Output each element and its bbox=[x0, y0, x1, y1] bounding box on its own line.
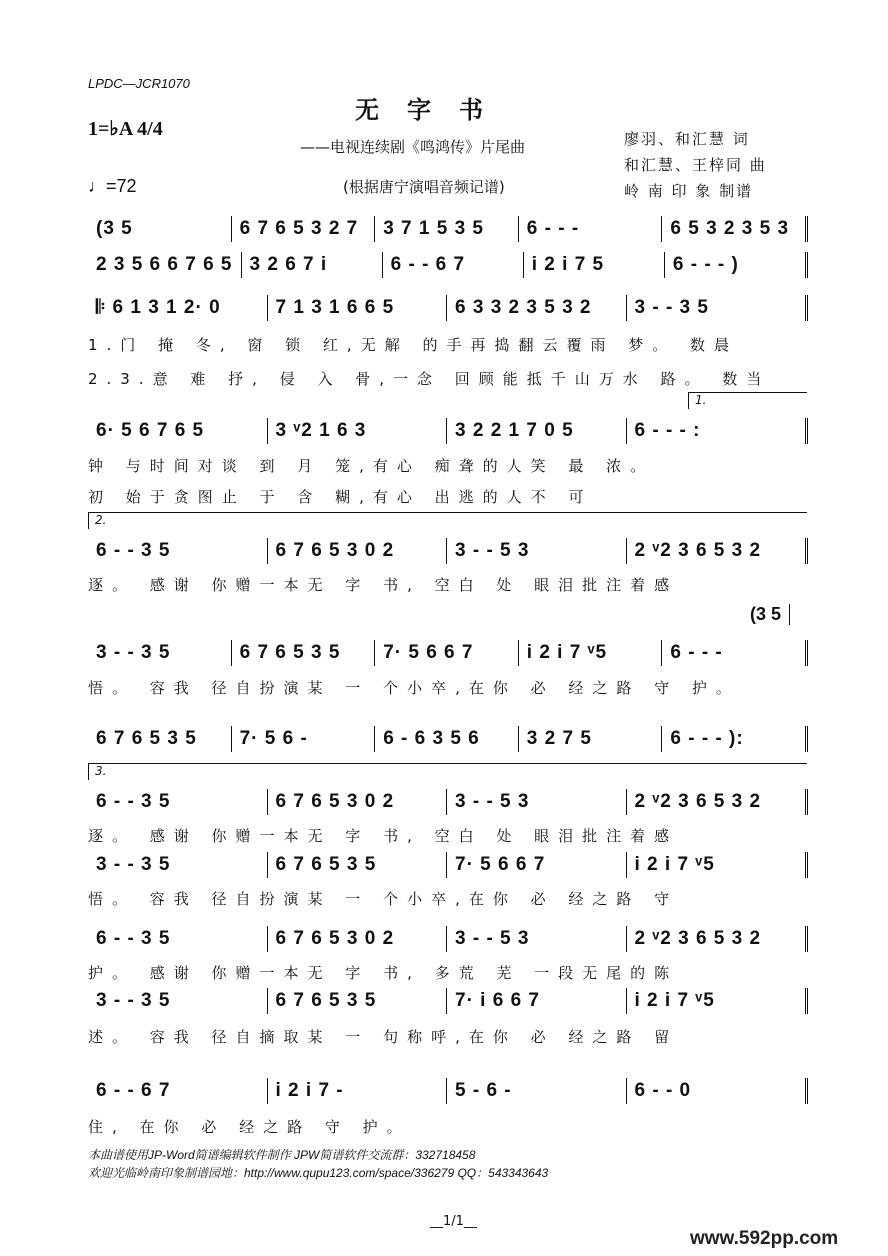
volta-bracket: 1. bbox=[688, 392, 807, 409]
measure: 2 ᵛ2 3 6 5 3 2 bbox=[627, 538, 809, 564]
measure: 6 3 3 2 3 5 3 2 bbox=[447, 295, 627, 321]
measure: 6 - - - ): bbox=[662, 726, 808, 752]
music-line bbox=[88, 295, 808, 321]
arranger: 岭 南 印 象 制谱 bbox=[624, 182, 754, 200]
measure: 3 - - 3 5 bbox=[88, 988, 268, 1014]
measure: 3 - - 5 3 bbox=[447, 789, 627, 815]
music-line bbox=[88, 640, 808, 666]
lyrics-line: 述。 容我 径自摘取某 一 句称呼,在你 必 经之路 留 bbox=[88, 1028, 679, 1046]
song-title: 无字书 bbox=[355, 95, 511, 124]
measure: 6 - - - bbox=[662, 640, 808, 666]
measure: 6 - - - ) bbox=[665, 252, 808, 278]
measure: 6 7 6 5 3 0 2 bbox=[268, 926, 448, 952]
measure: 3 - - 3 5 bbox=[88, 852, 268, 878]
measure: 3 ᵛ2 1 6 3 bbox=[268, 418, 448, 444]
measure: 2 ᵛ2 3 6 5 3 2 bbox=[627, 926, 809, 952]
measure: 3 2 6 7 i bbox=[242, 252, 383, 278]
interlude-pickup: (3 5 bbox=[750, 604, 790, 625]
transcription-note: (根据唐宁演唱音频记谱) bbox=[343, 178, 505, 196]
measure: 6 7 6 5 3 5 bbox=[268, 852, 448, 878]
measure: 6 7 6 5 3 2 7 bbox=[232, 216, 376, 242]
measure: 2 ᵛ2 3 6 5 3 2 bbox=[627, 789, 809, 815]
measure: (3 5 bbox=[88, 216, 232, 242]
measure: i 2 i 7 ᵛ5 bbox=[627, 852, 809, 878]
measure: 6 - 6 3 5 6 bbox=[375, 726, 519, 752]
lyrics-line: 逐。 感谢 你赠一本无 字 书, 空白 处 眼泪批注着感 bbox=[88, 576, 679, 594]
composer: 和汇慧、王梓同 曲 bbox=[624, 156, 767, 174]
lyrics-line: 悟。 容我 径自扮演某 一 个小卒,在你 必 经之路 守 护。 bbox=[88, 679, 740, 697]
measure: 7· i 6 6 7 bbox=[447, 988, 627, 1014]
measure: 3 - - 5 3 bbox=[447, 926, 627, 952]
measure: 3 2 2 1 7 0 5 bbox=[447, 418, 627, 444]
measure: 2 3 5 6 6 7 6 5 bbox=[88, 252, 242, 278]
lyrics-line: 住, 在你 必 经之路 守 护。 bbox=[88, 1118, 411, 1136]
volta-bracket: 3. bbox=[88, 763, 807, 780]
lyrics-line: 1.门 掩 冬, 窗 锁 红,无解 的手再捣翻云覆雨 梦。 数晨 bbox=[88, 336, 738, 354]
lyrics-line: 钟 与时间对谈 到 月 笼,有心 痴聋的人笑 最 浓。 bbox=[88, 457, 655, 475]
measure: 6 7 6 5 3 5 bbox=[268, 988, 448, 1014]
tempo: ♩=72 bbox=[88, 176, 137, 196]
music-line bbox=[88, 988, 808, 1014]
measure: i 2 i 7 ᵛ5 bbox=[519, 640, 663, 666]
measure: 6 - - 3 5 bbox=[88, 926, 268, 952]
music-line bbox=[88, 538, 808, 564]
key: 1=♭A bbox=[88, 118, 133, 140]
measure: 6 - - 3 5 bbox=[88, 538, 268, 564]
subtitle: ——电视连续剧《鸣鸿传》片尾曲 bbox=[300, 138, 526, 156]
music-line bbox=[88, 1078, 808, 1104]
measure: 6 - - 6 7 bbox=[88, 1078, 268, 1104]
measure: 6 - - 0 bbox=[627, 1078, 809, 1104]
lyrics-line: 逐。 感谢 你赠一本无 字 书, 空白 处 眼泪批注着感 bbox=[88, 827, 679, 845]
volta-bracket: 2. bbox=[88, 512, 807, 529]
measure: 3 2 7 5 bbox=[519, 726, 663, 752]
footer-website: 欢迎光临岭南印象制谱园地：http://www.qupu123.com/space/336279 QQ：543343643 bbox=[88, 1166, 549, 1180]
footer-software: 本曲谱使用JP-Word简谱编辑软件制作 JPW简谱软件交流群：332718458 bbox=[88, 1148, 476, 1162]
measure: 6 5 3 2 3 5 3 bbox=[662, 216, 808, 242]
measure: 5 - 6 - bbox=[447, 1078, 627, 1104]
measure: 3 - - 3 5 bbox=[627, 295, 809, 321]
time-signature: 4/4 bbox=[137, 118, 163, 140]
watermark: www.592pp.com bbox=[690, 1228, 839, 1249]
music-line bbox=[88, 789, 808, 815]
measure: 7 1 3 1 6 6 5 bbox=[268, 295, 448, 321]
lyrics-line: 护。 感谢 你赠一本无 字 书, 多荒 芜 一段无尾的陈 bbox=[88, 964, 679, 982]
measure: 𝄆 6 1 3 1 2· 0 bbox=[88, 295, 268, 321]
measure: 6 7 6 5 3 5 bbox=[232, 640, 376, 666]
music-line bbox=[88, 726, 808, 752]
music-line bbox=[88, 926, 808, 952]
measure: 3 - - 3 5 bbox=[88, 640, 232, 666]
lyrics-line: 2.3.意 难 抒, 侵 入 骨,一念 回顾能抵千山万水 路。 数当 bbox=[88, 370, 771, 388]
measure: 7· 5 6 - bbox=[232, 726, 376, 752]
key-signature bbox=[88, 116, 163, 141]
measure: i 2 i 7 5 bbox=[524, 252, 665, 278]
measure: 3 7 1 5 3 5 bbox=[375, 216, 519, 242]
measure: 3 - - 5 3 bbox=[447, 538, 627, 564]
music-line bbox=[88, 216, 808, 242]
music-line bbox=[88, 252, 808, 278]
music-line bbox=[88, 852, 808, 878]
music-line bbox=[88, 418, 808, 444]
measure: 6 - - - : bbox=[627, 418, 809, 444]
measure: 7· 5 6 6 7 bbox=[447, 852, 627, 878]
lyricist: 廖羽、和汇慧 词 bbox=[624, 130, 750, 148]
measure: 6 7 6 5 3 5 bbox=[88, 726, 232, 752]
lyrics-line: 悟。 容我 径自扮演某 一 个小卒,在你 必 经之路 守 bbox=[88, 890, 679, 908]
measure: 6 - - 6 7 bbox=[383, 252, 524, 278]
lyrics-line: 初 始于贪图止 于 含 糊,有心 出逃的人不 可 bbox=[88, 488, 593, 506]
measure: 7· 5 6 6 7 bbox=[375, 640, 519, 666]
measure: i 2 i 7 ᵛ5 bbox=[627, 988, 809, 1014]
measure: 6· 5 6 7 6 5 bbox=[88, 418, 268, 444]
score-code: LPDC—JCR1070 bbox=[88, 76, 190, 91]
measure: 6 - - 3 5 bbox=[88, 789, 268, 815]
page-number: __1/1__ bbox=[430, 1214, 477, 1229]
measure: 6 7 6 5 3 0 2 bbox=[268, 789, 448, 815]
measure: i 2 i 7 - bbox=[268, 1078, 448, 1104]
measure: 6 7 6 5 3 0 2 bbox=[268, 538, 448, 564]
measure: 6 - - - bbox=[519, 216, 663, 242]
